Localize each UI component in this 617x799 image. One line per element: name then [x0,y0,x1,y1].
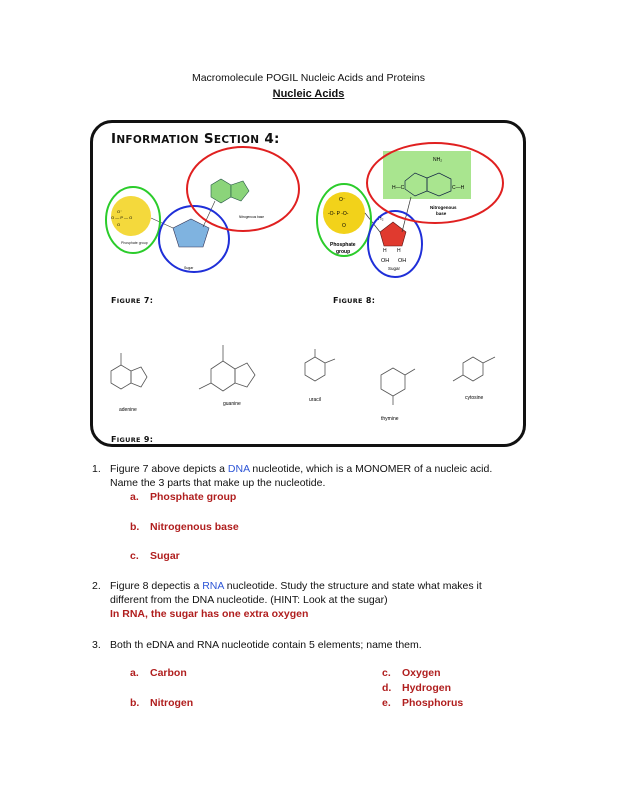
question-text: Figure 8 depectis a [110,580,203,592]
section-heading: Nucleic Acids [272,88,345,100]
answer-3c: c. Oxygen [382,667,441,679]
base-label-cytosine: cytosine [465,395,484,401]
answer-3d: d. Hydrogen [382,682,452,694]
svg-text:H: H [397,248,401,254]
dna-highlight: DNA [227,463,250,475]
answer-1c: c. Sugar [130,550,180,562]
base-label-guanine: guanine [223,401,241,407]
svg-text:O: O [342,223,346,229]
figure-7-dna-nucleotide [93,123,526,447]
fig8-base-box [383,151,471,199]
uracil-structure [305,349,335,381]
svg-text:H₂: H₂ [378,216,384,222]
fig8-phosphate-label-1: Phosphate [330,242,356,248]
answer-2: In RNA, the sugar has one extra oxygen [110,608,309,620]
answer-3e: e. Phosphorus [382,697,464,709]
question-number: 2. [92,580,101,592]
fig7-base-ring [211,179,231,203]
base-label-uracil: uracil [309,397,321,403]
fig8-base-label-2: base [436,211,447,216]
fig8-oh-2: OH [398,258,407,264]
svg-text:O — P — O: O — P — O [111,215,133,220]
question-text: Figure 7 above depicts a [110,463,228,475]
svg-text:NH₂: NH₂ [433,157,443,163]
fig8-oh-1: OH [381,258,390,264]
information-section-box [90,120,526,447]
base-label-thymine: thymine [381,416,399,422]
svg-text:H—C: H—C [392,185,405,191]
answer-1a: a. Phosphate group [130,491,237,503]
question-number: 1. [92,463,101,475]
fig8-phosphate-label-2: group [336,249,351,255]
question-number: 3. [92,639,101,651]
answer-1b: b. Nitrogenous base [130,521,239,533]
fig8-base-label-1: Nitrogenous [430,205,457,210]
question-text-line2: different from the DNA nucleotide. (HINT: Look at the sugar) [110,594,388,606]
answer-3b: b. Nitrogen [130,697,194,709]
document-title: Macromolecule POGIL Nucleic Acids and Proteins [191,72,426,84]
svg-text:O: O [117,222,121,227]
svg-text:H: H [383,248,387,254]
answer-3a: a. Carbon [130,667,187,679]
question-text-line2: Name the 3 parts that make up the nucleotide. [110,477,326,489]
fig8-sugar-pentagon [380,222,406,246]
question-2: 2. Figure 8 depectis a RNA nucleotide. Study the structure and state what makes it different from the DNA nucleotide. (HINT: Look at the sugar) [92,580,482,606]
question-3 [92,638,552,654]
fig7-base-label: Nitrogenous base [239,215,264,219]
fig7-sugar-label: Sugar [184,266,194,270]
cytosine-structure [453,357,495,381]
question-text: Both th eDNA and RNA nucleotide contain 5 elements; name them. [110,639,422,651]
rna-highlight: RNA [202,580,224,592]
question-1: 1. Figure 7 above depicts a DNA nucleotide, which is a MONOMER of a nucleic acid. Name the 3 parts that make up the nucleotide. [92,463,493,489]
svg-text:C—H: C—H [452,185,465,191]
svg-text:O⁻: O⁻ [117,209,123,214]
fig7-sugar-pentagon [173,219,209,247]
figure-7-label: FIGURE 7: [111,296,154,305]
guanine-structure [199,345,255,391]
information-section-title: INFORMATION SECTION 4: [111,131,280,147]
thymine-structure [381,368,415,405]
fig7-phosphate-label: Phosphate group [121,241,148,245]
fig8-sugar-label: Sugar [388,266,401,271]
figure-8-label: FIGURE 8: [333,296,376,305]
svg-text:-O- P -O-: -O- P -O- [328,211,349,217]
svg-text:O⁻: O⁻ [339,197,346,203]
base-label-adenine: adenine [119,407,137,413]
adenine-structure [111,353,147,389]
figure-9-label: FIGURE 9: [111,435,154,444]
